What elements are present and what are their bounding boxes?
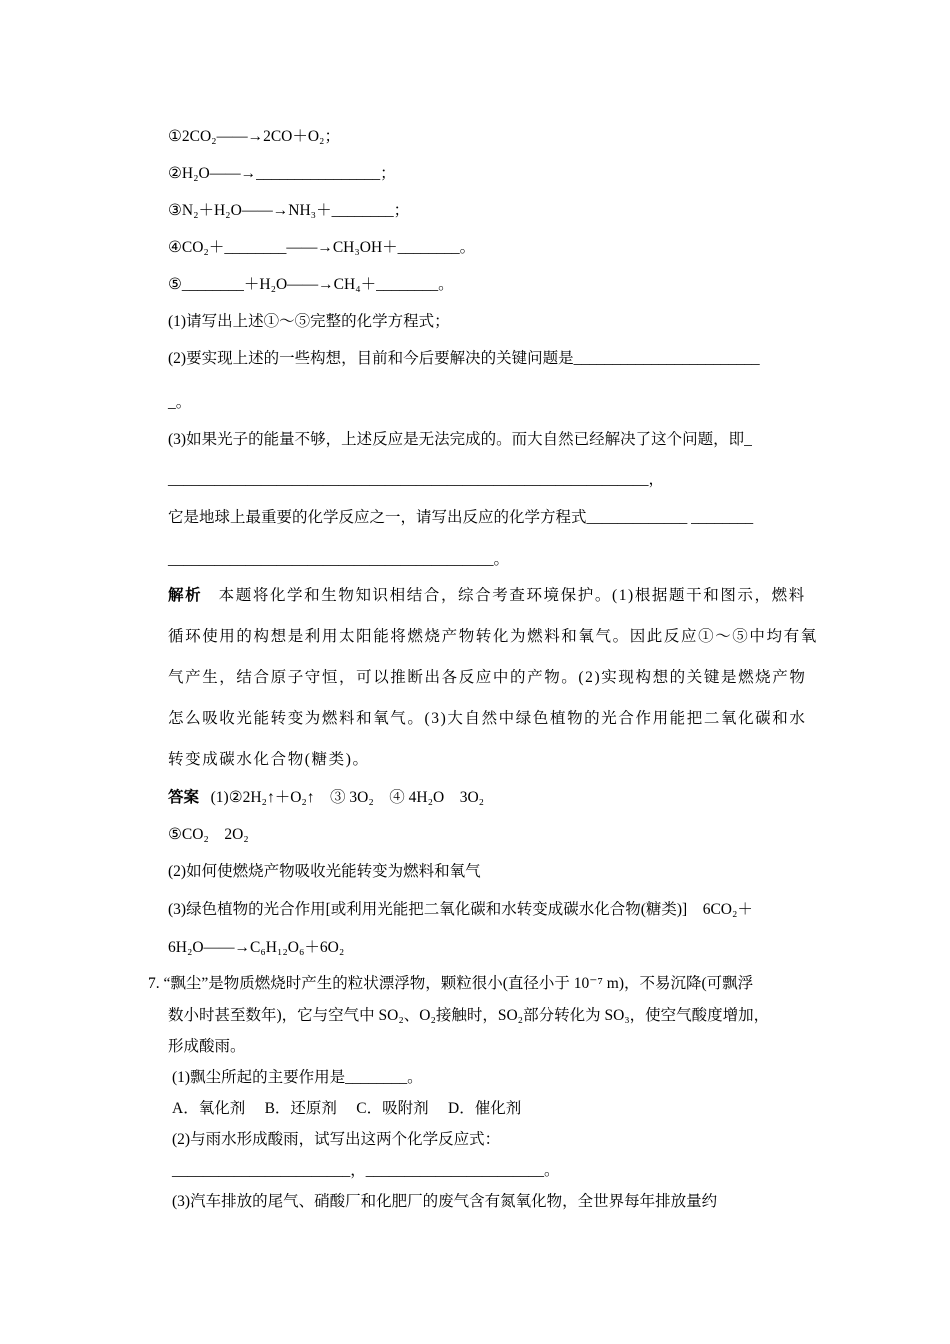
- sub-question-1: (1)请写出上述①～⑤完整的化学方程式；: [168, 313, 450, 330]
- answer-line: ⑤CO₂ 2O₂: [168, 826, 249, 843]
- answer-line: (2)如何使燃烧产物吸收光能转变为燃料和氧气: [168, 863, 481, 880]
- sub-question-2-cont: _。: [168, 394, 192, 411]
- answer-line: 6H₂O——→C₆H₁₂O₆＋6O₂: [168, 939, 345, 956]
- q7-sub-3: (3)汽车排放的尾气、硝酸厂和化肥厂的废气含有氮氧化物，全世界每年排放量约: [172, 1193, 718, 1210]
- equation-3: ③N₂＋H₂O——→NH₃＋________；: [168, 202, 410, 219]
- answer-line: (3)绿色植物的光合作用[或利用光能把二氧化碳和水转变成碳水化合物(糖类)] 6CO₂＋: [168, 901, 753, 918]
- q7-sub-2: (2)与雨水形成酸雨，试写出这两个化学反应式：: [172, 1131, 501, 1148]
- sub-question-3-blank-2: __________________________________________。: [168, 551, 510, 568]
- equation-2: ②H₂O——→________________；: [168, 165, 396, 182]
- answer-label: 答案: [168, 789, 200, 806]
- analysis-line: 气产生，结合原子守恒，可以推断出各反应中的产物。(2)实现构想的关键是燃烧产物: [168, 669, 807, 686]
- q7-options: A．氧化剂 B．还原剂 C．吸附剂 D．催化剂: [172, 1100, 522, 1117]
- analysis-line: 循环使用的构想是利用太阳能将燃烧产物转化为燃料和氧气。因此反应①～⑤中均有氧: [168, 628, 818, 645]
- q7-stem-cont: 数小时甚至数年)，它与空气中 SO₂、O₂接触时，SO₂部分转化为 SO₃，使空气酸度增加，: [168, 1007, 770, 1024]
- q7-stem-cont: 形成酸雨。: [168, 1038, 246, 1055]
- sub-question-3-cont: 它是地球上最重要的化学反应之一，请写出反应的化学方程式_____________ ________: [168, 509, 754, 526]
- q7-sub-1: (1)飘尘所起的主要作用是________。: [172, 1069, 423, 1086]
- equation-4: ④CO₂＋________——→CH₃OH＋________。: [168, 239, 476, 256]
- equation-5: ⑤________＋H₂O——→CH₄＋________。: [168, 276, 454, 293]
- answer-line: (1)②2H₂↑＋O₂↑ ③ 3O₂ ④ 4H₂O 3O₂: [210, 789, 485, 806]
- analysis-line: 转变成碳水化合物(糖类)。: [168, 751, 370, 768]
- sub-question-3-blank: ______________________________________________________________，: [168, 471, 665, 488]
- equation-1: ①2CO₂——→2CO＋O₂；: [168, 128, 340, 145]
- q7-stem: 7. “飘尘”是物质燃烧时产生的粒状漂浮物，颗粒很小(直径小于 10⁻⁷ m)，不易沉降(可飘浮: [148, 975, 754, 992]
- analysis-label: 解析: [168, 587, 203, 604]
- q7-sub-2-blanks: _______________________，_______________________。: [172, 1162, 560, 1179]
- analysis-line: 怎么吸收光能转变为燃料和氧气。(3)大自然中绿色植物的光合作用能把二氧化碳和水: [168, 710, 807, 727]
- sub-question-3: (3)如果光子的能量不够，上述反应是无法完成的。而大自然已经解决了这个问题，即_: [168, 431, 752, 448]
- analysis-line: 本题将化学和生物知识相结合，综合考查环境保护。(1)根据题干和图示，燃料: [218, 587, 806, 604]
- sub-question-2: (2)要实现上述的一些构想，目前和今后要解决的关键问题是________________________: [168, 350, 760, 367]
